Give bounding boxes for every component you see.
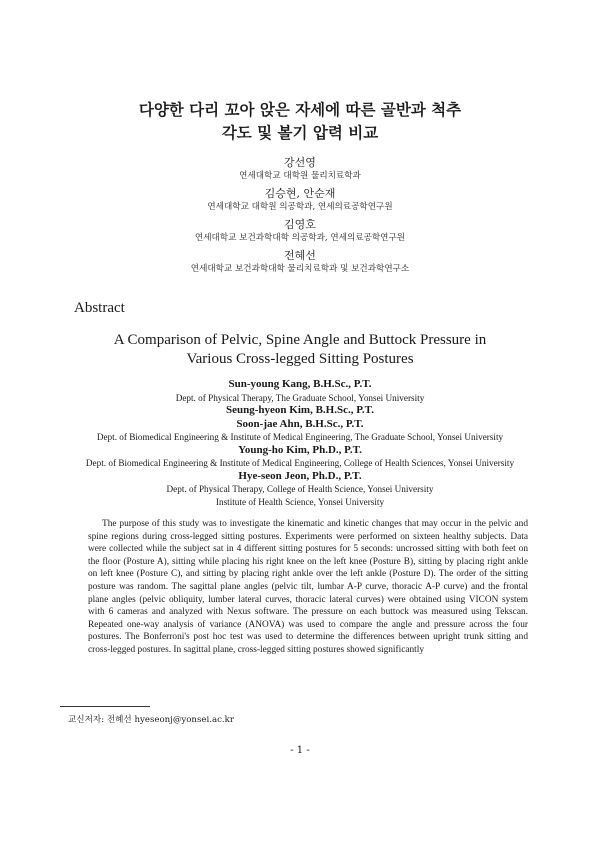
english-author-affiliation: Dept. of Biomedical Engineering & Institute of Medical Engineering, The Graduate School, Yonsei University	[96, 432, 504, 442]
korean-title-line-1: 다양한 다리 꼬아 앉은 자세에 따른 골반과 척추	[138, 100, 462, 119]
korean-author-name: 김영호	[284, 218, 316, 231]
korean-author-name: 강선영	[284, 156, 316, 169]
english-title-line-2: Various Cross-legged Sitting Postures	[186, 351, 414, 367]
abstract-body: The purpose of this study was to investigate the kinematic and kinetic changes that may occur in the pelvic and spine regions during cross-legged sitting postures. Experiments were performed on sixteen healthy subjects. Data were collected while the subject sat in 4 different sitting postures for 5 seconds: uncrossed sitting with both feet on the floor (Posture A), sitting while placing his right knee on the left knee (Posture B), sitting by placing right ankle on left knee (Posture C), and sitting by placing right ankle over the left ankle (Posture D). The order of the sitting posture was random. The sagittal plane angles (pelvic tilt, lumbar A-P curve, thoracic A-P curve) and the frontal plane angles (pelvic obliquity, lumber lateral curves, thoracic lateral curves) were obtained using VICON system with 6 cameras and analyzed with Nexus software. The pressure on each buttock was measured using Tekscan. Repeated one-way analysis of variance (ANOVA) was used to compare the angle and pressure across the four postures. The Bonferroni's post hoc test was used to determine the differences between upright trunk sitting and cross-legged postures. In sagittal plane, cross-legged sitting postures showed significantly	[88, 519, 528, 655]
korean-author-block	[60, 156, 540, 275]
korean-title	[60, 98, 540, 144]
footnote-divider	[60, 706, 150, 707]
korean-author-affiliation: 연세대학교 대학원 의공학과, 연세의료공학연구원	[207, 202, 393, 212]
english-title	[40, 331, 560, 369]
english-author-affiliation: Institute of Health Science, Yonsei University	[215, 496, 385, 507]
english-author-name: Hye-seon Jeon, Ph.D., P.T.	[238, 469, 362, 482]
abstract-heading: Abstract	[74, 300, 125, 316]
english-author-name: Seung-hyeon Kim, B.H.Sc., P.T.	[226, 404, 374, 416]
english-author-name: Soon-jae Ahn, B.H.Sc., P.T.	[236, 417, 364, 430]
english-title-line-1: A Comparison of Pelvic, Spine Angle and Buttock Pressure in	[113, 332, 487, 348]
korean-author-name: 전혜선	[284, 249, 316, 262]
korean-author-affiliation: 연세대학교 보건과학대학 물리치료학과 및 보건과학연구소	[190, 264, 410, 274]
english-author-affiliation: Dept. of Physical Therapy, College of Health Science, Yonsei University	[166, 484, 434, 494]
korean-author-affiliation: 연세대학교 보건과학대학 의공학과, 연세의료공학연구원	[194, 233, 406, 243]
corresponding-author-footnote: 교신저자: 전혜선 hyeseonj@yonsei.ac.kr	[68, 715, 234, 725]
korean-author-affiliation: 연세대학교 대학원 물리치료학과	[239, 171, 361, 181]
english-author-name: Young-ho Kim, Ph.D., P.T.	[238, 443, 362, 456]
english-author-affiliation: Dept. of Physical Therapy, The Graduate School, Yonsei University	[175, 392, 425, 403]
english-author-affiliation: Dept. of Biomedical Engineering & Institute of Medical Engineering, College of Health Sciences, Yonsei University	[85, 458, 515, 468]
page-number: - 1 -	[290, 745, 310, 756]
english-author-name: Sun-young Kang, B.H.Sc., P.T.	[228, 378, 372, 390]
korean-author-name: 김승현, 안순재	[264, 187, 336, 200]
english-author-block	[20, 378, 580, 508]
korean-title-line-2: 각도 및 볼기 압력 비교	[221, 123, 379, 142]
